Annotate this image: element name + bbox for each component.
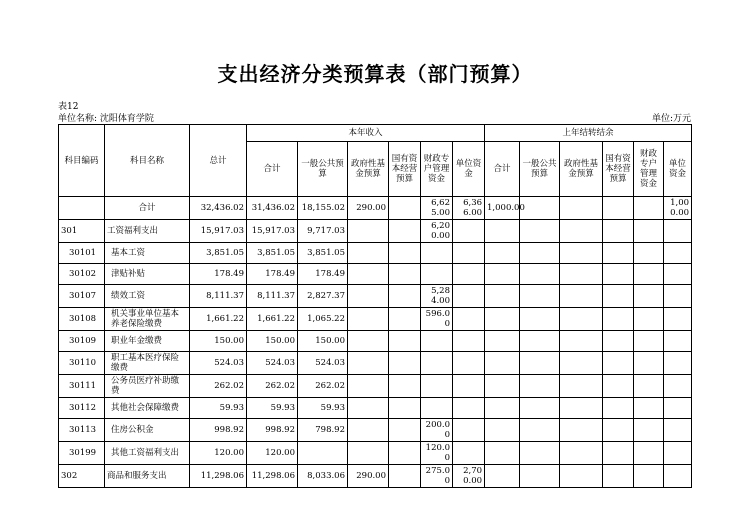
cell-py-general — [520, 352, 560, 375]
cell-py-general — [520, 243, 560, 264]
cell-total: 59.93 — [190, 398, 247, 419]
table-number: 表12 — [58, 102, 79, 112]
cell-cy-state — [389, 197, 421, 220]
cell-cy-unit — [453, 398, 485, 419]
cell-cy-sum: 120.00 — [247, 442, 298, 465]
cell-cy-general: 1,065.22 — [298, 308, 348, 331]
cell-py-general — [520, 285, 560, 308]
header-py-gov-fund: 政府性基金预算 — [560, 142, 603, 197]
cell-py-unit — [664, 465, 692, 488]
cell-py-state — [603, 197, 634, 220]
cell-py-general — [520, 220, 560, 243]
cell-total: 262.02 — [190, 375, 247, 398]
cell-code: 301 — [59, 220, 105, 243]
table-row — [59, 308, 692, 331]
cell-cy-unit — [453, 308, 485, 331]
cell-cy-special: 6,625.00 — [421, 197, 453, 220]
header-code: 科目编码 — [59, 125, 105, 197]
cell-py-sum: 1,000.00 — [485, 197, 520, 220]
cell-py-sum — [485, 308, 520, 331]
cell-py-state — [603, 264, 634, 285]
table-row — [59, 398, 692, 419]
cell-py-special — [634, 465, 664, 488]
header-cy-unit: 单位资金 — [453, 142, 485, 197]
header-cy-general: 一般公共预算 — [298, 142, 348, 197]
cell-py-sum — [485, 375, 520, 398]
cell-total: 120.00 — [190, 442, 247, 465]
table-row — [59, 375, 692, 398]
cell-py-unit — [664, 220, 692, 243]
cell-cy-general: 3,851.05 — [298, 243, 348, 264]
cell-cy-unit — [453, 352, 485, 375]
cell-cy-general: 150.00 — [298, 331, 348, 352]
cell-total: 15,917.03 — [190, 220, 247, 243]
cell-cy-special: 120.00 — [421, 442, 453, 465]
cell-py-state — [603, 419, 634, 442]
cell-total: 1,661.22 — [190, 308, 247, 331]
cell-cy-unit: 2,700.00 — [453, 465, 485, 488]
cell-py-unit — [664, 264, 692, 285]
cell-cy-general: 262.02 — [298, 375, 348, 398]
cell-py-gov — [560, 375, 603, 398]
cell-cy-state — [389, 331, 421, 352]
cell-name: 公务员医疗补助缴费 — [105, 375, 190, 398]
cell-py-unit — [664, 285, 692, 308]
cell-py-unit — [664, 375, 692, 398]
cell-cy-general — [298, 442, 348, 465]
cell-name: 工资福利支出 — [105, 220, 190, 243]
header-cy-gov-fund: 政府性基金预算 — [348, 142, 389, 197]
cell-cy-special: 5,284.00 — [421, 285, 453, 308]
cell-cy-unit — [453, 264, 485, 285]
cell-cy-sum: 3,851.05 — [247, 243, 298, 264]
header-cy-state-capital: 国有资本经营预算 — [389, 142, 421, 197]
cell-cy-state — [389, 220, 421, 243]
cell-py-state — [603, 375, 634, 398]
cell-total: 178.49 — [190, 264, 247, 285]
cell-cy-unit — [453, 375, 485, 398]
cell-cy-general: 178.49 — [298, 264, 348, 285]
cell-cy-sum: 150.00 — [247, 331, 298, 352]
cell-cy-sum: 11,298.06 — [247, 465, 298, 488]
cell-name: 其他社会保障缴费 — [105, 398, 190, 419]
cell-name: 职业年金缴费 — [105, 331, 190, 352]
cell-py-special — [634, 375, 664, 398]
header-prev-year: 上年结转结余 — [485, 125, 692, 142]
cell-cy-sum: 8,111.37 — [247, 285, 298, 308]
table-row — [59, 465, 692, 488]
cell-cy-state — [389, 264, 421, 285]
cell-code: 30112 — [59, 398, 105, 419]
cell-py-unit — [664, 442, 692, 465]
cell-py-gov — [560, 308, 603, 331]
cell-cy-special: 596.00 — [421, 308, 453, 331]
cell-cy-unit — [453, 442, 485, 465]
cell-py-state — [603, 442, 634, 465]
cell-cy-gov — [348, 398, 389, 419]
cell-cy-special — [421, 375, 453, 398]
cell-cy-gov — [348, 264, 389, 285]
cell-py-gov — [560, 285, 603, 308]
cell-py-sum — [485, 220, 520, 243]
cell-py-state — [603, 308, 634, 331]
cell-cy-gov — [348, 331, 389, 352]
cell-py-special — [634, 352, 664, 375]
header-cy-sum: 合计 — [247, 142, 298, 197]
cell-cy-state — [389, 465, 421, 488]
cell-cy-unit — [453, 419, 485, 442]
unit-name: 单位名称: 沈阳体育学院 — [58, 114, 154, 124]
cell-total: 998.92 — [190, 419, 247, 442]
cell-cy-general: 59.93 — [298, 398, 348, 419]
cell-code: 30199 — [59, 442, 105, 465]
cell-cy-state — [389, 352, 421, 375]
cell-py-general — [520, 375, 560, 398]
cell-cy-general: 524.03 — [298, 352, 348, 375]
cell-name: 职工基本医疗保险缴费 — [105, 352, 190, 375]
cell-py-unit — [664, 419, 692, 442]
cell-cy-state — [389, 308, 421, 331]
cell-py-special — [634, 419, 664, 442]
cell-py-special — [634, 398, 664, 419]
cell-cy-gov — [348, 243, 389, 264]
cell-py-sum — [485, 442, 520, 465]
cell-cy-state — [389, 398, 421, 419]
cell-py-state — [603, 285, 634, 308]
cell-py-gov — [560, 264, 603, 285]
table-row — [59, 331, 692, 352]
cell-py-special — [634, 308, 664, 331]
cell-py-general — [520, 197, 560, 220]
cell-py-sum — [485, 419, 520, 442]
cell-py-sum — [485, 398, 520, 419]
cell-py-general — [520, 331, 560, 352]
cell-total: 150.00 — [190, 331, 247, 352]
cell-cy-special: 200.00 — [421, 419, 453, 442]
cell-py-special — [634, 264, 664, 285]
cell-code: 30113 — [59, 419, 105, 442]
table-row — [59, 352, 692, 375]
cell-cy-gov — [348, 285, 389, 308]
cell-py-sum — [485, 243, 520, 264]
cell-py-unit: 1,000.00 — [664, 197, 692, 220]
cell-py-gov — [560, 442, 603, 465]
cell-py-sum — [485, 465, 520, 488]
header-cy-special-fund: 财政专户管理资金 — [421, 142, 453, 197]
cell-cy-sum: 15,917.03 — [247, 220, 298, 243]
currency-unit: 单位:万元 — [651, 114, 691, 124]
cell-py-general — [520, 442, 560, 465]
budget-table — [58, 124, 692, 488]
cell-cy-gov: 290.00 — [348, 197, 389, 220]
cell-py-sum — [485, 264, 520, 285]
cell-cy-general: 798.92 — [298, 419, 348, 442]
cell-cy-general: 9,717.03 — [298, 220, 348, 243]
cell-cy-unit — [453, 331, 485, 352]
cell-py-special — [634, 285, 664, 308]
cell-cy-gov: 290.00 — [348, 465, 389, 488]
cell-cy-sum: 998.92 — [247, 419, 298, 442]
cell-total: 11,298.06 — [190, 465, 247, 488]
cell-py-state — [603, 220, 634, 243]
cell-cy-general: 2,827.37 — [298, 285, 348, 308]
cell-cy-special — [421, 264, 453, 285]
cell-name: 机关事业单位基本养老保险缴费 — [105, 308, 190, 331]
cell-cy-general: 18,155.02 — [298, 197, 348, 220]
cell-cy-gov — [348, 308, 389, 331]
cell-py-special — [634, 197, 664, 220]
cell-total: 32,436.02 — [190, 197, 247, 220]
cell-py-sum — [485, 285, 520, 308]
table-row — [59, 419, 692, 442]
cell-py-gov — [560, 197, 603, 220]
cell-cy-general: 8,033.06 — [298, 465, 348, 488]
cell-py-state — [603, 465, 634, 488]
cell-total: 524.03 — [190, 352, 247, 375]
table-row — [59, 264, 692, 285]
cell-py-unit — [664, 398, 692, 419]
cell-cy-special — [421, 243, 453, 264]
cell-name: 津贴补贴 — [105, 264, 190, 285]
cell-py-general — [520, 264, 560, 285]
cell-cy-sum: 1,661.22 — [247, 308, 298, 331]
cell-cy-sum: 31,436.02 — [247, 197, 298, 220]
cell-total: 3,851.05 — [190, 243, 247, 264]
cell-cy-state — [389, 285, 421, 308]
cell-py-gov — [560, 331, 603, 352]
cell-name: 绩效工资 — [105, 285, 190, 308]
cell-py-unit — [664, 243, 692, 264]
cell-cy-sum: 178.49 — [247, 264, 298, 285]
cell-py-sum — [485, 352, 520, 375]
table-row — [59, 243, 692, 264]
cell-py-special — [634, 331, 664, 352]
header-name: 科目名称 — [105, 125, 190, 197]
cell-cy-gov — [348, 352, 389, 375]
cell-cy-special — [421, 352, 453, 375]
cell-py-state — [603, 243, 634, 264]
cell-py-sum — [485, 331, 520, 352]
cell-code — [59, 197, 105, 220]
cell-code: 30111 — [59, 375, 105, 398]
cell-cy-special: 6,200.00 — [421, 220, 453, 243]
cell-py-special — [634, 442, 664, 465]
cell-cy-gov — [348, 220, 389, 243]
cell-name: 商品和服务支出 — [105, 465, 190, 488]
cell-py-special — [634, 243, 664, 264]
page-title: 支出经济分类预算表（部门预算） — [217, 62, 533, 86]
cell-py-unit — [664, 308, 692, 331]
cell-py-general — [520, 308, 560, 331]
cell-code: 30101 — [59, 243, 105, 264]
cell-py-general — [520, 419, 560, 442]
table-row — [59, 442, 692, 465]
cell-cy-unit — [453, 285, 485, 308]
cell-py-unit — [664, 352, 692, 375]
cell-name: 住房公积金 — [105, 419, 190, 442]
header-py-special-fund: 财政专户管理资金 — [634, 142, 664, 197]
cell-py-state — [603, 398, 634, 419]
cell-cy-unit — [453, 220, 485, 243]
cell-name: 合计 — [105, 197, 190, 220]
cell-cy-gov — [348, 419, 389, 442]
header-total: 总计 — [190, 125, 247, 197]
header-py-unit: 单位资金 — [664, 142, 692, 197]
cell-cy-sum: 262.02 — [247, 375, 298, 398]
cell-cy-gov — [348, 375, 389, 398]
cell-cy-state — [389, 419, 421, 442]
table-row — [59, 220, 692, 243]
cell-py-gov — [560, 352, 603, 375]
cell-cy-special — [421, 398, 453, 419]
cell-py-gov — [560, 220, 603, 243]
cell-py-state — [603, 352, 634, 375]
cell-cy-state — [389, 442, 421, 465]
cell-code: 302 — [59, 465, 105, 488]
cell-py-state — [603, 331, 634, 352]
cell-cy-state — [389, 375, 421, 398]
cell-py-gov — [560, 243, 603, 264]
cell-name: 其他工资福利支出 — [105, 442, 190, 465]
cell-cy-special — [421, 331, 453, 352]
cell-code: 30110 — [59, 352, 105, 375]
cell-py-special — [634, 220, 664, 243]
cell-cy-special: 275.00 — [421, 465, 453, 488]
header-py-state-capital: 国有资本经营预算 — [603, 142, 634, 197]
table-row — [59, 197, 692, 220]
cell-py-general — [520, 398, 560, 419]
cell-cy-sum: 59.93 — [247, 398, 298, 419]
table-row — [59, 285, 692, 308]
cell-code: 30109 — [59, 331, 105, 352]
header-py-sum: 合计 — [485, 142, 520, 197]
cell-py-gov — [560, 465, 603, 488]
cell-cy-unit — [453, 243, 485, 264]
cell-code: 30108 — [59, 308, 105, 331]
cell-cy-state — [389, 243, 421, 264]
cell-code: 30102 — [59, 264, 105, 285]
header-current-year: 本年收入 — [247, 125, 485, 142]
cell-total: 8,111.37 — [190, 285, 247, 308]
cell-cy-gov — [348, 442, 389, 465]
cell-py-general — [520, 465, 560, 488]
cell-cy-unit: 6,366.00 — [453, 197, 485, 220]
cell-name: 基本工资 — [105, 243, 190, 264]
cell-code: 30107 — [59, 285, 105, 308]
cell-py-gov — [560, 419, 603, 442]
cell-py-gov — [560, 398, 603, 419]
cell-py-unit — [664, 331, 692, 352]
header-py-general: 一般公共预算 — [520, 142, 560, 197]
cell-cy-sum: 524.03 — [247, 352, 298, 375]
